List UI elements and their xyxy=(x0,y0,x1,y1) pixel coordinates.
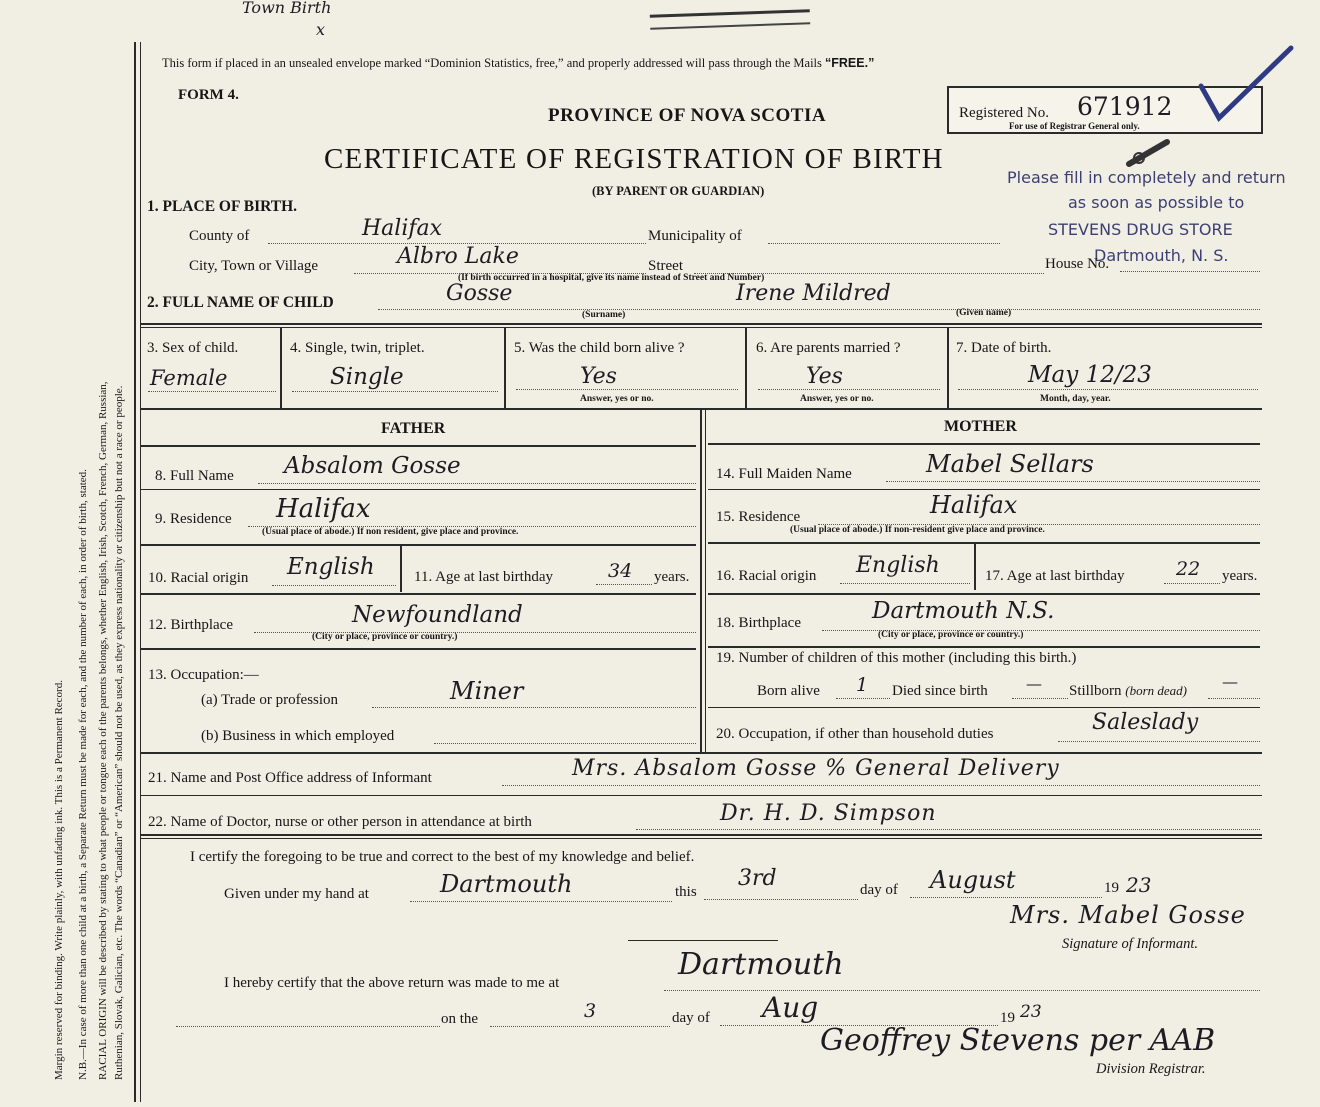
certify-day-value: 3rd xyxy=(738,866,777,891)
stamp-line-4: Dartmouth, N. S. xyxy=(1094,246,1229,265)
mailing-notice: This form if placed in an unsealed envelope marked “Dominion Statistics, free,” and properly addressed will pass through the Mails “FREE.” xyxy=(162,56,875,70)
mother-birthplace-value: Dartmouth N.S. xyxy=(872,598,1055,624)
month-line xyxy=(910,897,1102,898)
father-heading: FATHER xyxy=(381,420,446,437)
municipality-line xyxy=(768,243,1000,244)
street-label: Street xyxy=(648,258,683,274)
handwritten-town-birth: Town Birth xyxy=(242,0,332,17)
died-since-birth-label: Died since birth xyxy=(892,683,988,699)
divider-row3-col4 xyxy=(947,328,949,408)
mother-age-years: years. xyxy=(1222,568,1258,584)
divider-informant-top xyxy=(140,752,1262,754)
certify-statement: I certify the foregoing to be true and correct to the best of my knowledge and belief. xyxy=(190,849,695,865)
plurality-label: 4. Single, twin, triplet. xyxy=(290,340,425,356)
informant-label: 21. Name and Post Office address of Informant xyxy=(148,770,432,786)
divider-informant-bottom xyxy=(140,795,1262,796)
plurality-value: Single xyxy=(330,364,404,390)
informant-line xyxy=(502,785,1260,786)
margin-note-racial-origin: RACIAL ORIGIN will be described by stating to what people or tongue each of the parents belongs, whether English, Irish, Scotch, French, German, Russian, xyxy=(97,381,109,1080)
father-business-line xyxy=(434,743,696,744)
informant-signature: Mrs. Mabel Gosse xyxy=(1010,901,1246,929)
parents-married-label: 6. Are parents married ? xyxy=(756,340,901,356)
scribble-mark xyxy=(650,9,810,30)
father-race-value: English xyxy=(287,554,375,580)
father-occupation-label: 13. Occupation:— xyxy=(148,667,259,683)
father-birthplace-note: (City or place, province or country.) xyxy=(312,632,458,642)
mother-name-value: Mabel Sellars xyxy=(926,450,1094,478)
margin-border-line-inner xyxy=(140,42,141,1102)
mother-residence-label: 15. Residence xyxy=(716,509,801,525)
this-label: this xyxy=(675,884,697,900)
mother-heading: MOTHER xyxy=(944,418,1017,435)
registrar-place-value: Dartmouth xyxy=(678,947,844,982)
child-surname-value: Gosse xyxy=(446,281,513,306)
date-of-birth-line xyxy=(958,389,1258,390)
registrar-day-value: 3 xyxy=(584,1000,597,1022)
mother-name-line xyxy=(886,481,1260,482)
father-heading-line xyxy=(140,445,696,447)
mother-age-line xyxy=(1164,583,1220,584)
parents-married-note: Answer, yes or no. xyxy=(800,394,874,404)
child-name-line xyxy=(378,309,1260,310)
divider-doctor-bottom-2 xyxy=(140,838,1262,839)
father-business-label: (b) Business in which employed xyxy=(201,728,395,744)
house-number-line xyxy=(1120,271,1260,272)
father-birthplace-rule xyxy=(140,648,696,650)
mother-children-label: 19. Number of children of this mother (including this birth.) xyxy=(716,650,1077,666)
divider-row3-col3 xyxy=(745,328,747,408)
divider-row3-top-2 xyxy=(140,327,1262,328)
divider-row3-col1 xyxy=(280,328,282,408)
hospital-note: (If birth occurred in a hospital, give its name instead of Street and Number) xyxy=(458,273,765,283)
stillborn-line xyxy=(1208,698,1260,699)
divider-row3-col2 xyxy=(504,328,506,408)
margin-border-line xyxy=(134,42,136,1102)
mother-heading-line xyxy=(708,443,1260,445)
doctor-line xyxy=(636,829,1260,830)
parents-married-line xyxy=(758,389,940,390)
date-of-birth-label: 7. Date of birth. xyxy=(956,340,1052,356)
born-alive-label: 5. Was the child born alive ? xyxy=(514,340,685,356)
born-alive-count-line xyxy=(836,698,890,699)
city-value: Albro Lake xyxy=(397,244,519,269)
father-birthplace-value: Newfoundland xyxy=(352,602,523,628)
year-prefix: 19 xyxy=(1104,880,1119,896)
father-mother-divider-2 xyxy=(705,410,706,752)
registrar-day-line xyxy=(490,1026,670,1027)
place-of-birth-heading: 1. PLACE OF BIRTH. xyxy=(147,198,298,215)
born-alive-count-label: Born alive xyxy=(757,683,820,699)
registrar-place-line xyxy=(664,990,1260,991)
sex-line xyxy=(148,391,276,392)
city-label: City, Town or Village xyxy=(189,258,319,274)
father-residence-value: Halifax xyxy=(276,494,371,524)
mother-occupation-line xyxy=(1058,741,1260,742)
mother-name-label: 14. Full Maiden Name xyxy=(716,466,852,482)
parents-married-value: Yes xyxy=(806,364,843,389)
division-registrar-label: Division Registrar. xyxy=(1096,1061,1206,1077)
mother-age-value: 22 xyxy=(1176,558,1201,580)
short-rule xyxy=(628,940,778,941)
stillborn-label: Stillborn (born dead) xyxy=(1069,683,1188,699)
registrar-year-prefix: 19 xyxy=(1000,1010,1015,1026)
mother-birthplace-label: 18. Birthplace xyxy=(716,615,801,631)
registered-number-value: 671912 xyxy=(1077,92,1173,121)
margin-note-multiple-births: N.B.—In case of more than one child at a birth, a Separate Return must be made for each, and the number of each, in order of birth, stated. xyxy=(77,469,89,1080)
registered-number-label: Registered No. xyxy=(959,105,1049,121)
surname-note: (Surname) xyxy=(582,310,626,320)
checkmark-icon xyxy=(1195,42,1295,124)
divider-doctor-bottom xyxy=(140,834,1262,836)
died-since-birth-value: — xyxy=(1026,674,1042,693)
father-age-line xyxy=(596,584,652,585)
father-residence-note: (Usual place of abode.) If non resident, give place and province. xyxy=(262,527,519,537)
mother-race-line xyxy=(840,583,970,584)
father-race-label: 10. Racial origin xyxy=(148,570,249,586)
margin-note-racial-origin-cont: Ruthenian, Slovak, Galician, etc. The words “Canadian” or “American” should not be used, as they express nationality or citizenship but not a race or people. xyxy=(113,385,125,1080)
mother-race-label: 16. Racial origin xyxy=(716,568,817,584)
handwritten-x-mark: x xyxy=(316,20,326,39)
father-residence-label: 9. Residence xyxy=(155,511,232,527)
father-age-value: 34 xyxy=(608,560,633,582)
doctor-label: 22. Name of Doctor, nurse or other person in attendance at birth xyxy=(148,814,532,830)
county-label: County of xyxy=(189,228,250,244)
given-place-value: Dartmouth xyxy=(440,870,573,898)
mother-residence-rule xyxy=(708,542,1260,544)
father-birthplace-label: 12. Birthplace xyxy=(148,617,233,633)
mother-children-rule xyxy=(708,707,1260,708)
mother-race-rule xyxy=(708,593,1260,595)
given-under-hand-label: Given under my hand at xyxy=(224,886,369,902)
registrar-statement: I hereby certify that the above return was made to me at xyxy=(224,975,560,991)
date-of-birth-note: Month, day, year. xyxy=(1040,394,1111,404)
county-value: Halifax xyxy=(362,216,443,241)
given-place-line xyxy=(410,901,672,902)
mother-birthplace-note: (City or place, province or country.) xyxy=(878,630,1024,640)
signature-of-informant-label: Signature of Informant. xyxy=(1062,936,1199,952)
born-alive-value: Yes xyxy=(580,364,617,389)
on-the-label: on the xyxy=(441,1011,479,1027)
sex-value: Female xyxy=(150,366,228,390)
father-race-line xyxy=(272,585,396,586)
form-number: FORM 4. xyxy=(178,87,239,103)
mother-birthplace-rule xyxy=(708,646,1260,648)
mother-occupation-label: 20. Occupation, if other than household duties xyxy=(716,726,994,742)
mother-age-label: 17. Age at last birthday xyxy=(985,568,1125,584)
father-race-rule xyxy=(140,593,696,595)
born-alive-note: Answer, yes or no. xyxy=(580,394,654,404)
father-trade-value: Miner xyxy=(450,677,524,705)
mother-residence-note: (Usual place of abode.) If non-resident give place and province. xyxy=(790,525,1045,535)
registrar-day-of-label: day of xyxy=(672,1010,710,1026)
mother-race-value: English xyxy=(856,553,940,578)
day-of-label: day of xyxy=(860,882,898,898)
father-age-years: years. xyxy=(654,569,690,585)
registrar-signature: Geoffrey Stevens per AAB xyxy=(820,1023,1216,1058)
doctor-value: Dr. H. D. Simpson xyxy=(720,801,937,826)
registrar-use-note: For use of Registrar General only. xyxy=(1009,121,1140,131)
divider-row3-top xyxy=(140,323,1262,325)
plurality-line xyxy=(292,391,498,392)
child-given-name-value: Irene Mildred xyxy=(736,281,891,306)
certify-year-value: 23 xyxy=(1126,873,1152,897)
born-alive-line xyxy=(516,389,738,390)
mother-race-age-divider xyxy=(974,544,976,590)
registrar-year-value: 23 xyxy=(1020,1002,1042,1022)
child-name-label: 2. FULL NAME OF CHILD xyxy=(147,294,334,311)
mother-residence-value: Halifax xyxy=(930,491,1018,519)
born-alive-count-value: 1 xyxy=(856,674,869,696)
municipality-label: Municipality of xyxy=(648,228,742,244)
day-line xyxy=(704,899,858,900)
stamp-line-3: STEVENS DRUG STORE xyxy=(1048,220,1233,239)
father-trade-label: (a) Trade or profession xyxy=(201,692,339,708)
father-name-value: Absalom Gosse xyxy=(284,453,461,479)
father-name-label: 8. Full Name xyxy=(155,468,234,484)
sex-label: 3. Sex of child. xyxy=(147,340,239,356)
father-age-label: 11. Age at last birthday xyxy=(414,569,553,585)
pen-stamp-icon xyxy=(1125,136,1173,170)
father-name-rule xyxy=(140,489,696,490)
registrar-month-value: Aug xyxy=(762,991,819,1024)
stamp-line-2: as soon as possible to xyxy=(1068,193,1245,212)
father-mother-divider xyxy=(700,410,702,752)
certificate-title: CERTIFICATE OF REGISTRATION OF BIRTH xyxy=(324,143,944,175)
certificate-subtitle: (BY PARENT OR GUARDIAN) xyxy=(592,184,765,198)
stillborn-value: — xyxy=(1222,672,1238,691)
house-number-label: House No. xyxy=(1045,256,1110,272)
province-heading: PROVINCE OF NOVA SCOTIA xyxy=(548,105,827,126)
mother-occupation-value: Saleslady xyxy=(1092,710,1199,735)
certify-month-value: August xyxy=(930,866,1016,894)
margin-note-binding: Margin reserved for binding. Write plainly, with unfading ink. This is a Permanent Record. xyxy=(53,680,65,1080)
given-name-note: (Given name) xyxy=(956,308,1012,318)
informant-value: Mrs. Absalom Gosse % General Delivery xyxy=(572,756,1060,781)
died-since-birth-line xyxy=(1012,698,1068,699)
stamp-line-1: Please fill in completely and return xyxy=(1007,168,1286,187)
date-of-birth-value: May 12/23 xyxy=(1028,362,1152,388)
father-residence-rule xyxy=(140,544,696,546)
father-race-age-divider xyxy=(400,546,402,592)
registrar-prefix-line xyxy=(176,1026,440,1027)
mother-name-rule xyxy=(708,489,1260,490)
father-trade-line xyxy=(372,707,696,708)
father-name-line xyxy=(258,483,696,484)
